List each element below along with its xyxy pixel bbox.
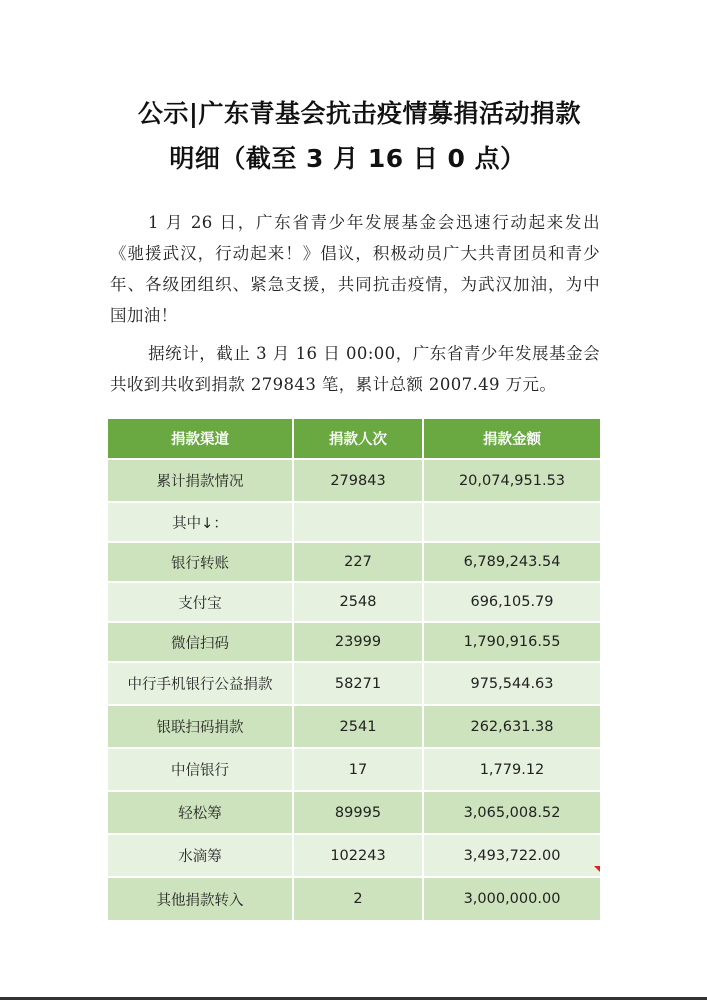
count-cell: 102243 <box>293 834 423 877</box>
count-cell: 227 <box>293 542 423 582</box>
statistics-paragraph-text: 据统计，截止 3 月 16 日 00:00，广东省青少年发展基金会共收到共收到捐款 279843 笔，累计总额 2007.49 万元。 <box>110 344 600 394</box>
table-row <box>108 705 600 748</box>
document-title-line2: 明细（截至 3 月 16 日 0 点） <box>169 144 526 173</box>
amount-cell: 20,074,951.53 <box>423 459 600 502</box>
count-cell <box>293 502 423 542</box>
document-title-line1: 公示|广东青基会抗击疫情募捐活动捐款 <box>137 99 582 128</box>
channel-cell: 支付宝 <box>108 582 293 622</box>
amount-cell: 262,631.38 <box>423 705 600 748</box>
amount-cell: 3,065,008.52 <box>423 791 600 834</box>
table-row <box>108 748 600 791</box>
table-row <box>108 877 600 921</box>
channel-cell: 中行手机银行公益捐款 <box>108 662 293 705</box>
donation-table <box>108 419 600 922</box>
amount-cell: 975,544.63 <box>423 662 600 705</box>
channel-cell: 其他捐款转入 <box>108 877 293 921</box>
amount-cell: 3,000,000.00 <box>423 877 600 921</box>
channel-cell: 中信银行 <box>108 748 293 791</box>
count-cell: 279843 <box>293 459 423 502</box>
table-header-row <box>108 419 600 459</box>
table-row <box>108 662 600 705</box>
channel-cell: 银联扫码捐款 <box>108 705 293 748</box>
amount-cell: 1,790,916.55 <box>423 622 600 662</box>
amount-cell: 6,789,243.54 <box>423 542 600 582</box>
count-cell: 89995 <box>293 791 423 834</box>
table-row <box>108 502 600 542</box>
header-count: 捐款人次 <box>293 419 423 459</box>
channel-cell: 其中↓： <box>108 502 293 542</box>
amount-cell: 3,493,722.00 <box>423 834 600 877</box>
header-channel: 捐款渠道 <box>108 419 293 459</box>
amount-cell <box>423 502 600 542</box>
table-row <box>108 582 600 622</box>
count-cell: 23999 <box>293 622 423 662</box>
channel-cell: 累计捐款情况 <box>108 459 293 502</box>
count-cell: 2548 <box>293 582 423 622</box>
channel-cell: 水滴筹 <box>108 834 293 877</box>
table-row <box>108 791 600 834</box>
channel-cell: 银行转账 <box>108 542 293 582</box>
comment-marker-icon <box>594 866 600 872</box>
channel-cell: 轻松筹 <box>108 791 293 834</box>
count-cell: 17 <box>293 748 423 791</box>
intro-paragraph-text: 1 月 26 日，广东省青少年发展基金会迅速行动起来发出《驰援武汉，行动起来！》倡议，积极动员广大共青团员和青少年、各级团组织、紧急支援，共同抗击疫情，为武汉加油，为中国加油！ <box>110 213 600 325</box>
channel-cell: 微信扫码 <box>108 622 293 662</box>
intro-paragraph <box>110 207 600 331</box>
table-row <box>108 622 600 662</box>
count-cell: 58271 <box>293 662 423 705</box>
statistics-paragraph <box>110 338 600 400</box>
header-amount: 捐款金额 <box>423 419 600 459</box>
count-cell: 2 <box>293 877 423 921</box>
table-row <box>108 459 600 502</box>
amount-cell: 1,779.12 <box>423 748 600 791</box>
count-cell: 2541 <box>293 705 423 748</box>
table-row <box>108 542 600 582</box>
amount-cell: 696,105.79 <box>423 582 600 622</box>
table-row <box>108 834 600 877</box>
